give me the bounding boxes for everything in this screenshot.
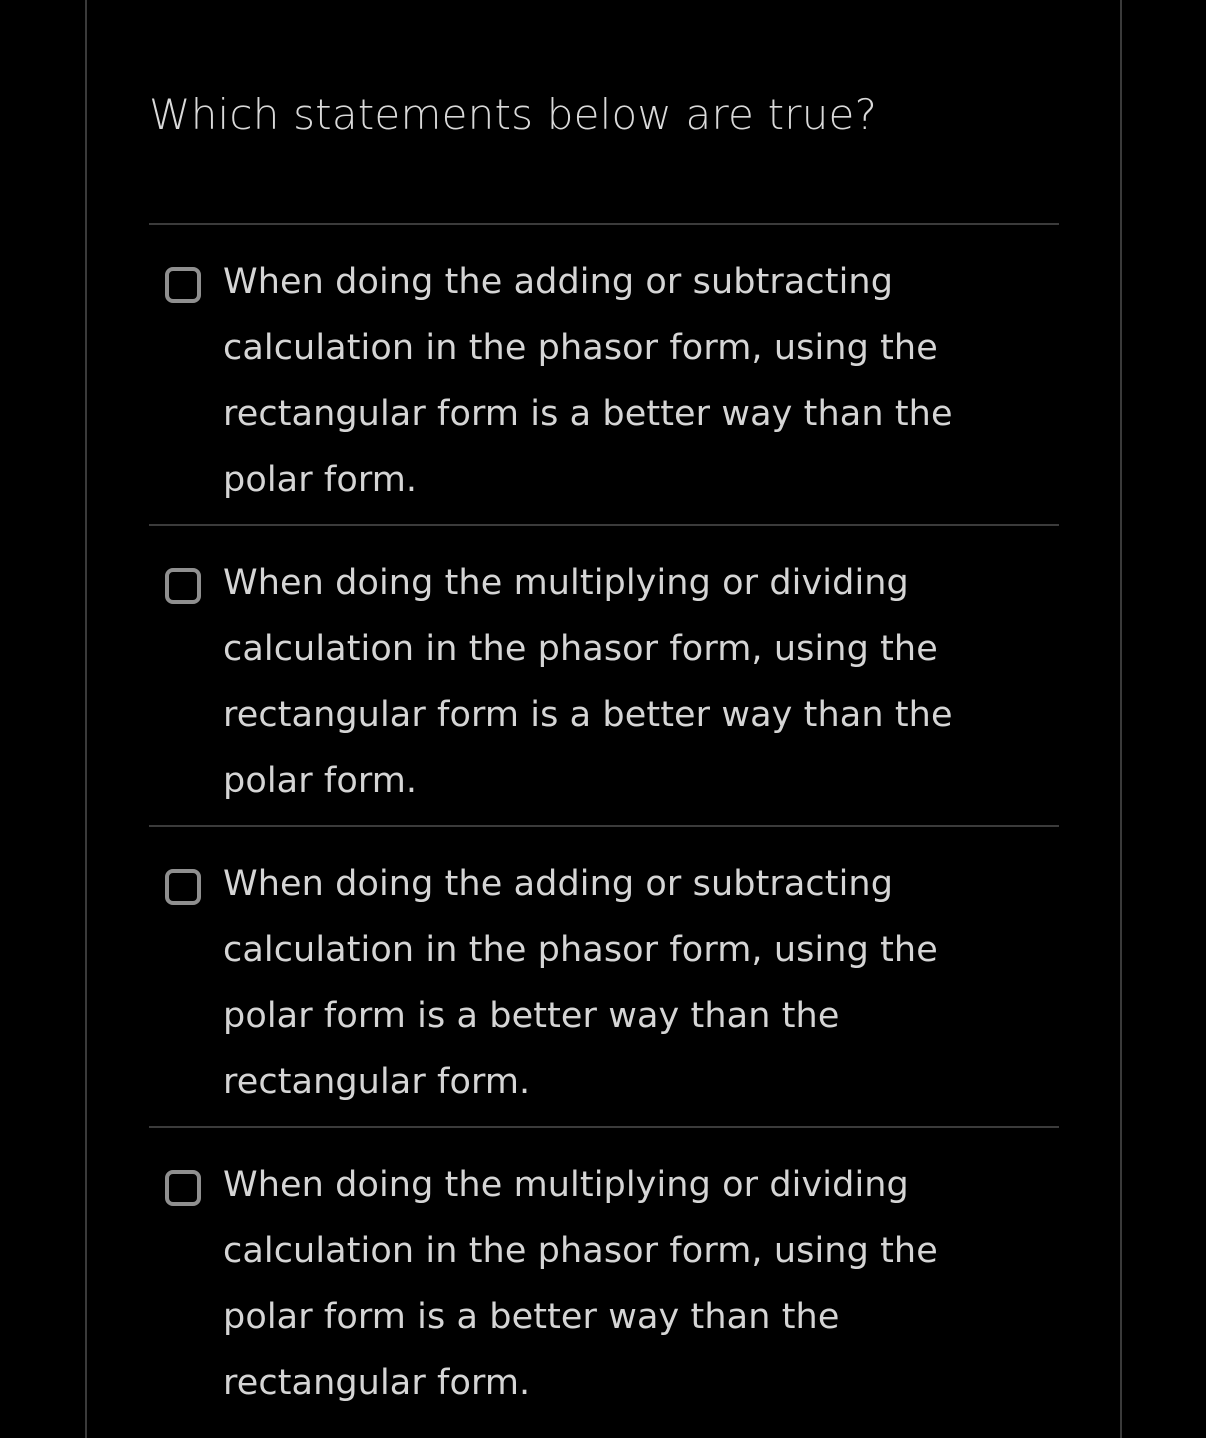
answer-option-2[interactable]	[149, 524, 1059, 825]
answer-option-label[interactable]: When doing the multiplying or dividing calculation in the phasor form, using the polar form is a better way than the rectangular form.	[223, 1165, 938, 1403]
checkbox-icon[interactable]	[165, 1170, 201, 1206]
checkbox-icon[interactable]	[165, 568, 201, 604]
answer-option-label[interactable]: When doing the adding or subtracting calculation in the phasor form, using the polar form is a better way than the rectangular form.	[223, 864, 938, 1102]
question-card	[85, 0, 1122, 1438]
checkbox-icon[interactable]	[165, 267, 201, 303]
answer-option-label[interactable]: When doing the adding or subtracting calculation in the phasor form, using the rectangular form is a better way than the polar form.	[223, 262, 953, 500]
answer-option-4[interactable]	[149, 1126, 1059, 1427]
question-prompt: Which statements below are true?	[149, 90, 878, 139]
answer-option-label[interactable]: When doing the multiplying or dividing calculation in the phasor form, using the rectangular form is a better way than the polar form.	[223, 563, 953, 801]
answer-options-list	[149, 223, 1059, 1427]
answer-option-1[interactable]	[149, 223, 1059, 524]
answer-option-3[interactable]	[149, 825, 1059, 1126]
checkbox-icon[interactable]	[165, 869, 201, 905]
